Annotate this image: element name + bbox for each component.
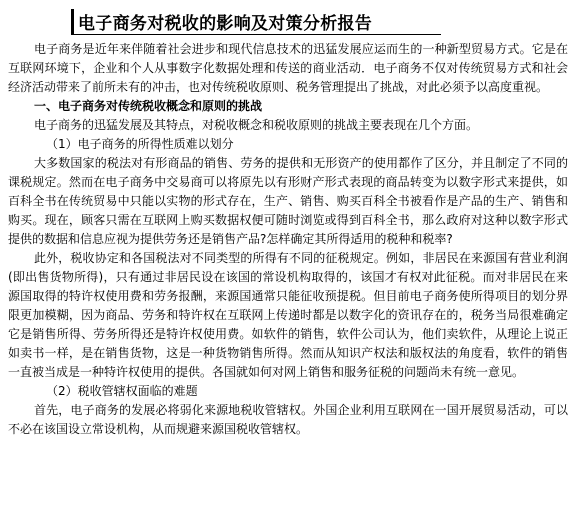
title-underline [71, 34, 441, 35]
section1-intro-paragraph: 电子商务的迅猛发展及其特点，对税收概念和税收原则的挑战主要表现在几个方面。 [34, 118, 479, 132]
section1-heading: 一、电子商务对传统税收概念和原则的挑战 [34, 99, 263, 113]
document-title: 电子商务对税收的影响及对策分析报告 [78, 13, 373, 34]
title-left-bar [71, 9, 74, 34]
title-block [71, 8, 372, 34]
sub2-heading: （2）税收管辖权面临的难题 [46, 384, 198, 398]
document-body [8, 40, 568, 439]
sub1-paragraph-1: 大多数国家的税法对有形商品的销售、劳务的提供和无形资产的使用都作了区分，并且制定了不同的课税规定。然而在电子商务中交易商可以将原先以有形财产形式表现的商品转变为以数字形式来提供，如百科全书在传统贸易中只能以实物的形式存在，生产、销售、购买百科全书被看作是产品的生产、销售和购买。现在，顾客只需在互联网上购买数据权便可随时浏览或得到百科全书，那么政府对这种以数字形式提供的数据和信息应视为提供劳务还是销售产品?怎样确定其所得适用的税种和税率? [8, 156, 568, 246]
sub1-heading: （1）电子商务的所得性质难以划分 [46, 137, 234, 151]
intro-paragraph: 电子商务是近年来伴随着社会进步和现代信息技术的迅猛发展应运而生的一种新型贸易方式。它是在互联网环境下，企业和个人从事数字化数据处理和传送的商业活动．电子商务不仅对传统贸易方式和社会经济活动带来了前所未有的冲击，也对传统税收原则、税务管理提出了挑战，对此必须予以高度重视。 [8, 42, 568, 94]
sub1-paragraph-2: 此外，税收协定和各国税法对不同类型的所得有不同的征税规定。例如，非居民在来源国有营业利润(即出售货物所得)，只有通过非居民设在该国的常设机构取得的，该国才有权对此征税。而对非居民在来源国取得的特许权使用费和劳务报酬，来源国通常只能征收预提税。但目前电子商务使所得项目的划分界限更加模糊，因为商品、劳务和特许权在互联网上传递时都是以数字化的资讯存在的，税务当局很难确定它是销售所得、劳务所得还是特许权使用费。如软件的销售，软件公司认为，他们卖软件，从理论上说正如卖书一样，是在销售货物，这是一种货物销售所得。然而从知识产权法和版权法的角度看，软件的销售一直被当成是一种特许权使用的提供。各国就如何对网上销售和服务征税的问题尚未有统一意见。 [8, 251, 568, 379]
sub2-paragraph-1: 首先，电子商务的发展必将弱化来源地税收管辖权。外国企业利用互联网在一国开展贸易活动，可以不必在该国设立常设机构，从而规避来源国税收管辖权。 [8, 403, 568, 436]
